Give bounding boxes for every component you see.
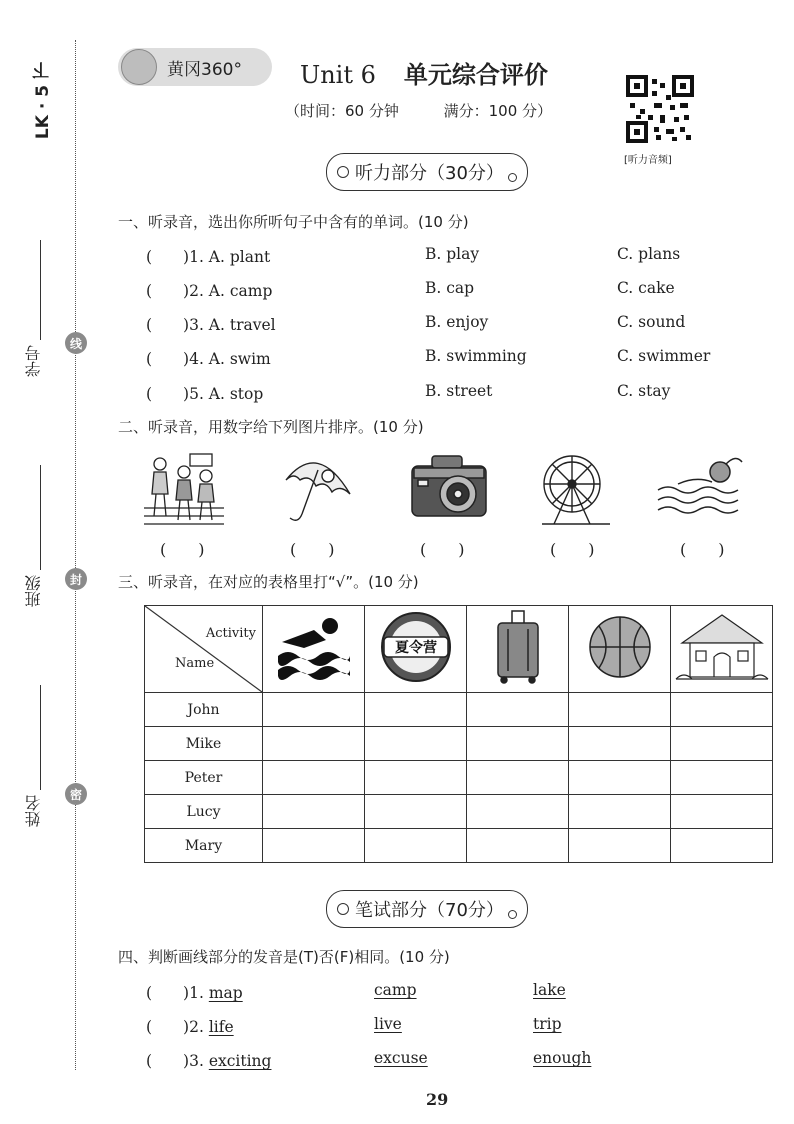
check-cell[interactable]: [467, 761, 569, 795]
summer-camp-badge: [365, 606, 467, 693]
basketball-icon: [569, 606, 671, 693]
banner-dot-icon: [508, 910, 517, 919]
banner-dot-icon: [508, 173, 517, 182]
banner-circle-icon: [337, 166, 349, 178]
edition-label: LK · 5 下: [33, 62, 53, 140]
word-3: enough: [533, 1049, 592, 1067]
row-name: Mary: [145, 829, 263, 863]
picture-blank[interactable]: ( ): [680, 540, 725, 559]
listening-title: 听力部分（30分）: [355, 163, 504, 184]
writing-banner: [326, 890, 528, 928]
listening-banner: [326, 153, 528, 191]
list-item: ( )5. A. stop: [146, 385, 264, 403]
list-item-b: B. enjoy: [425, 313, 489, 331]
row-name: Peter: [145, 761, 263, 795]
check-cell[interactable]: [569, 693, 671, 727]
list-item-c: C. plans: [617, 245, 681, 263]
list-item-c: C. sound: [617, 313, 686, 331]
picture-blank[interactable]: ( ): [550, 540, 595, 559]
corner-diagonal: [145, 606, 262, 692]
cut-mark-secret: 密: [65, 783, 87, 805]
section3-heading: 三、听录音，在对应的表格里打“√”。(10 分): [118, 573, 419, 591]
check-cell[interactable]: [365, 693, 467, 727]
word-2: excuse: [374, 1049, 428, 1067]
check-cell[interactable]: [263, 829, 365, 863]
badge-text: 夏令营: [394, 640, 437, 656]
row-name: Mike: [145, 727, 263, 761]
list-item: ( )2. life: [146, 1018, 234, 1036]
check-cell[interactable]: [365, 829, 467, 863]
check-cell[interactable]: [365, 727, 467, 761]
check-cell[interactable]: [263, 727, 365, 761]
check-cell[interactable]: [569, 761, 671, 795]
ferris-wheel-picture: [538, 450, 612, 528]
table-row: [145, 727, 773, 761]
camera-picture: [408, 450, 492, 522]
section4-heading: 四、判断画线部分的发音是(T)否(F)相同。(10 分): [118, 948, 450, 966]
class-label: 班级: [24, 575, 43, 607]
list-item-b: B. street: [425, 382, 493, 400]
check-cell[interactable]: [263, 795, 365, 829]
check-cell[interactable]: [467, 727, 569, 761]
check-cell[interactable]: [263, 693, 365, 727]
brand-name: 黄冈360°: [167, 59, 242, 80]
list-item: ( )2. A. camp: [146, 282, 273, 300]
title-label: 单元综合评价: [403, 61, 548, 89]
student-id-label: 学号: [24, 345, 43, 377]
word-3: trip: [533, 1015, 562, 1033]
cut-mark-line: 线: [65, 332, 87, 354]
cut-mark-seal: 封: [65, 568, 87, 590]
check-cell[interactable]: [671, 829, 773, 863]
writing-title: 笔试部分（70分）: [355, 900, 504, 921]
cut-line: [75, 40, 76, 1070]
brand-logo-icon: [121, 49, 157, 85]
page-number: 29: [426, 1090, 449, 1109]
check-cell[interactable]: [467, 829, 569, 863]
list-item: ( )1. map: [146, 984, 243, 1002]
list-item-b: B. swimming: [425, 347, 527, 365]
word-3: lake: [533, 981, 566, 999]
corner-cell: [145, 606, 263, 693]
list-item-c: C. cake: [617, 279, 675, 297]
exam-meta: [285, 100, 552, 121]
check-cell[interactable]: [671, 693, 773, 727]
banner-circle-icon: [337, 903, 349, 915]
list-item: ( )4. A. swim: [146, 350, 271, 368]
table-row: [145, 829, 773, 863]
qr-code-icon[interactable]: [626, 75, 694, 143]
check-cell[interactable]: [569, 727, 671, 761]
corner-name-label: Name: [175, 656, 215, 671]
suitcase-icon: [467, 606, 569, 693]
check-cell[interactable]: [671, 761, 773, 795]
check-cell[interactable]: [467, 693, 569, 727]
swimming-icon: [263, 606, 365, 693]
check-cell[interactable]: [365, 795, 467, 829]
row-name: John: [145, 693, 263, 727]
hiking-people-picture: [142, 450, 226, 528]
list-item: ( )3. A. travel: [146, 316, 276, 334]
brand-badge: [118, 48, 272, 86]
umbrella-picture: [280, 450, 356, 528]
list-item-b: B. cap: [425, 279, 475, 297]
check-cell[interactable]: [467, 795, 569, 829]
name-line: [40, 685, 41, 790]
section2-heading: 二、听录音，用数字给下列图片排序。(10 分): [118, 418, 424, 436]
word-2: live: [374, 1015, 402, 1033]
picture-blank[interactable]: ( ): [160, 540, 205, 559]
swimmer-picture: [656, 450, 744, 520]
check-cell[interactable]: [671, 795, 773, 829]
check-cell[interactable]: [365, 761, 467, 795]
check-cell[interactable]: [263, 761, 365, 795]
table-row: [145, 795, 773, 829]
corner-activity-label: Activity: [205, 626, 256, 641]
class-line: [40, 465, 41, 570]
name-label: 姓名: [24, 795, 43, 827]
section1-heading: 一、听录音，选出你所听句子中含有的单词。(10 分): [118, 213, 469, 231]
list-item-b: B. play: [425, 245, 480, 263]
picture-blank[interactable]: ( ): [420, 540, 465, 559]
activity-table: [144, 605, 773, 863]
word-2: camp: [374, 981, 417, 999]
picture-blank[interactable]: ( ): [290, 540, 335, 559]
score-label: 满分：100 分）: [443, 102, 553, 120]
table-row: [145, 761, 773, 795]
page-title: [300, 55, 548, 90]
house-icon: [671, 606, 773, 693]
row-name: Lucy: [145, 795, 263, 829]
list-item-c: C. swimmer: [617, 347, 711, 365]
list-item: ( )3. exciting: [146, 1052, 272, 1070]
unit-label: Unit 6: [300, 61, 376, 89]
student-id-line: [40, 240, 41, 340]
qr-caption: [听力音频]: [624, 155, 672, 166]
check-cell[interactable]: [569, 829, 671, 863]
time-label: （时间：60 分钟: [285, 102, 399, 120]
table-row: [145, 693, 773, 727]
check-cell[interactable]: [569, 795, 671, 829]
list-item: ( )1. A. plant: [146, 248, 271, 266]
list-item-c: C. stay: [617, 382, 671, 400]
check-cell[interactable]: [671, 727, 773, 761]
